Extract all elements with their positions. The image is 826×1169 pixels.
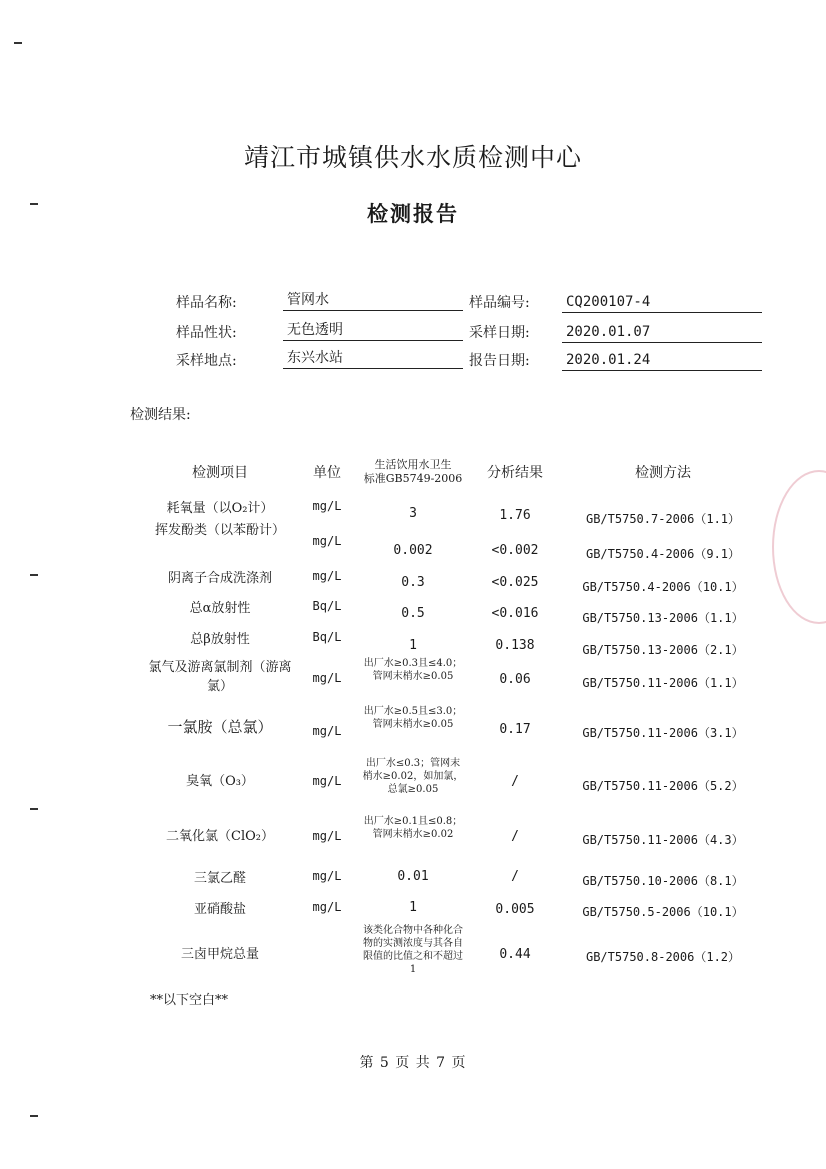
row-method: GB/T5750.11-2006（4.3） [582,833,744,847]
sampling-date-label: 采样日期: [469,325,530,341]
scan-mark [30,203,38,205]
results-label: 检测结果: [130,407,191,423]
row-standard: 1 [409,638,417,653]
row-result: <0.002 [491,543,539,558]
header-standard-line2: 标准GB5749-2006 [363,472,463,485]
row-item: 亚硝酸盐 [193,902,246,917]
header-method: 检测方法 [635,465,691,481]
report-date-value: 2020.01.24 [562,350,762,371]
row-item: 挥发酚类（以苯酚计） [154,523,285,538]
blank-note: **以下空白** [150,993,229,1008]
sample-number-label: 样品编号: [469,295,530,311]
row-standard: 1 [409,900,417,915]
row-standard: 0.3 [401,575,425,590]
row-result: 0.06 [499,672,531,687]
report-title: 检测报告 [367,201,459,226]
row-unit: mg/L [312,499,342,513]
row-unit: mg/L [312,534,342,548]
row-item: 阴离子合成洗涤剂 [167,571,272,586]
row-method: GB/T5750.7-2006（1.1） [585,512,741,526]
header-standard [352,458,474,486]
sample-property-value: 无色透明 [283,320,463,341]
header-unit: 单位 [313,465,341,481]
row-method: GB/T5750.11-2006（3.1） [582,726,744,740]
row-result: / [511,869,519,884]
row-unit: mg/L [312,829,342,843]
row-item: 二氧化氯（ClO₂） [166,829,274,844]
organization-title: 靖江市城镇供水水质检测中心 [243,143,582,172]
stamp-edge [772,470,826,624]
row-method: GB/T5750.11-2006（1.1） [582,676,744,690]
row-standard: 0.5 [401,606,425,621]
sampling-location-value: 东兴水站 [283,348,463,369]
row-standard: 出厂水≥0.1且≤0.8；管网末梢水≥0.02 [363,816,463,840]
row-method: GB/T5750.10-2006（8.1） [582,874,744,888]
row-standard: 该类化合物中各种化合物的实测浓度与其各自限值的比值之和不超过1 [363,925,463,975]
row-unit: mg/L [312,671,342,685]
row-result: 0.138 [495,638,535,653]
scan-mark [30,808,38,810]
report-date-label: 报告日期: [469,353,530,369]
row-result: 1.76 [499,508,531,523]
header-standard-line1: 生活饮用水卫生 [374,458,452,471]
row-result: 0.17 [499,722,531,737]
page-number: 第 5 页 共 7 页 [359,1055,467,1071]
sample-name-label: 样品名称: [176,295,237,311]
row-item: 总β放射性 [190,632,250,647]
row-unit: mg/L [312,869,342,883]
row-standard: 3 [409,506,417,521]
row-unit: Bq/L [312,630,342,644]
scan-mark [14,42,22,44]
header-result: 分析结果 [487,465,543,481]
scan-mark [30,574,38,576]
row-method: GB/T5750.13-2006（1.1） [582,611,744,625]
row-unit: Bq/L [312,599,342,613]
row-method: GB/T5750.5-2006（10.1） [582,905,744,919]
row-standard: 0.002 [393,543,433,558]
row-item: 一氯胺（总氯） [167,718,273,736]
row-result: 0.005 [495,902,535,917]
row-unit: mg/L [312,774,342,788]
row-unit: mg/L [312,900,342,914]
row-result: <0.016 [491,606,539,621]
row-item: 三氯乙醛 [193,871,246,886]
row-standard: 出厂水≥0.3且≤4.0；管网末梢水≥0.05 [363,658,463,682]
scan-mark [30,1115,38,1117]
row-result: / [511,829,519,844]
sampling-date-value: 2020.01.07 [562,322,762,343]
row-method: GB/T5750.4-2006（10.1） [582,580,744,594]
sample-name-value: 管网水 [283,290,463,311]
sample-number-value: CQ200107-4 [562,292,762,313]
row-item: 三卤甲烷总量 [180,947,259,962]
row-method: GB/T5750.13-2006（2.1） [582,643,744,657]
row-method: GB/T5750.8-2006（1.2） [585,950,741,964]
row-result: / [511,774,519,789]
row-unit: mg/L [312,569,342,583]
row-method: GB/T5750.11-2006（5.2） [582,779,744,793]
row-result: 0.44 [499,947,531,962]
header-item: 检测项目 [192,465,248,481]
row-unit: mg/L [312,724,342,738]
row-standard: 出厂水≥0.5且≤3.0；管网末梢水≥0.05 [363,706,463,730]
row-item: 耗氧量（以O₂计） [166,501,274,516]
sampling-location-label: 采样地点: [176,353,237,369]
row-standard: 出厂水≤0.3；管网末梢水≥0.02，如加氯，总氯≥0.05 [362,758,464,795]
row-standard: 0.01 [397,869,429,884]
row-item: 氯气及游离氯制剂（游离氯） [148,660,292,694]
row-method: GB/T5750.4-2006（9.1） [585,547,741,561]
sample-property-label: 样品性状: [176,325,237,341]
row-result: <0.025 [491,575,539,590]
row-item: 臭氧（O₃） [186,774,254,789]
row-item: 总α放射性 [189,601,251,616]
